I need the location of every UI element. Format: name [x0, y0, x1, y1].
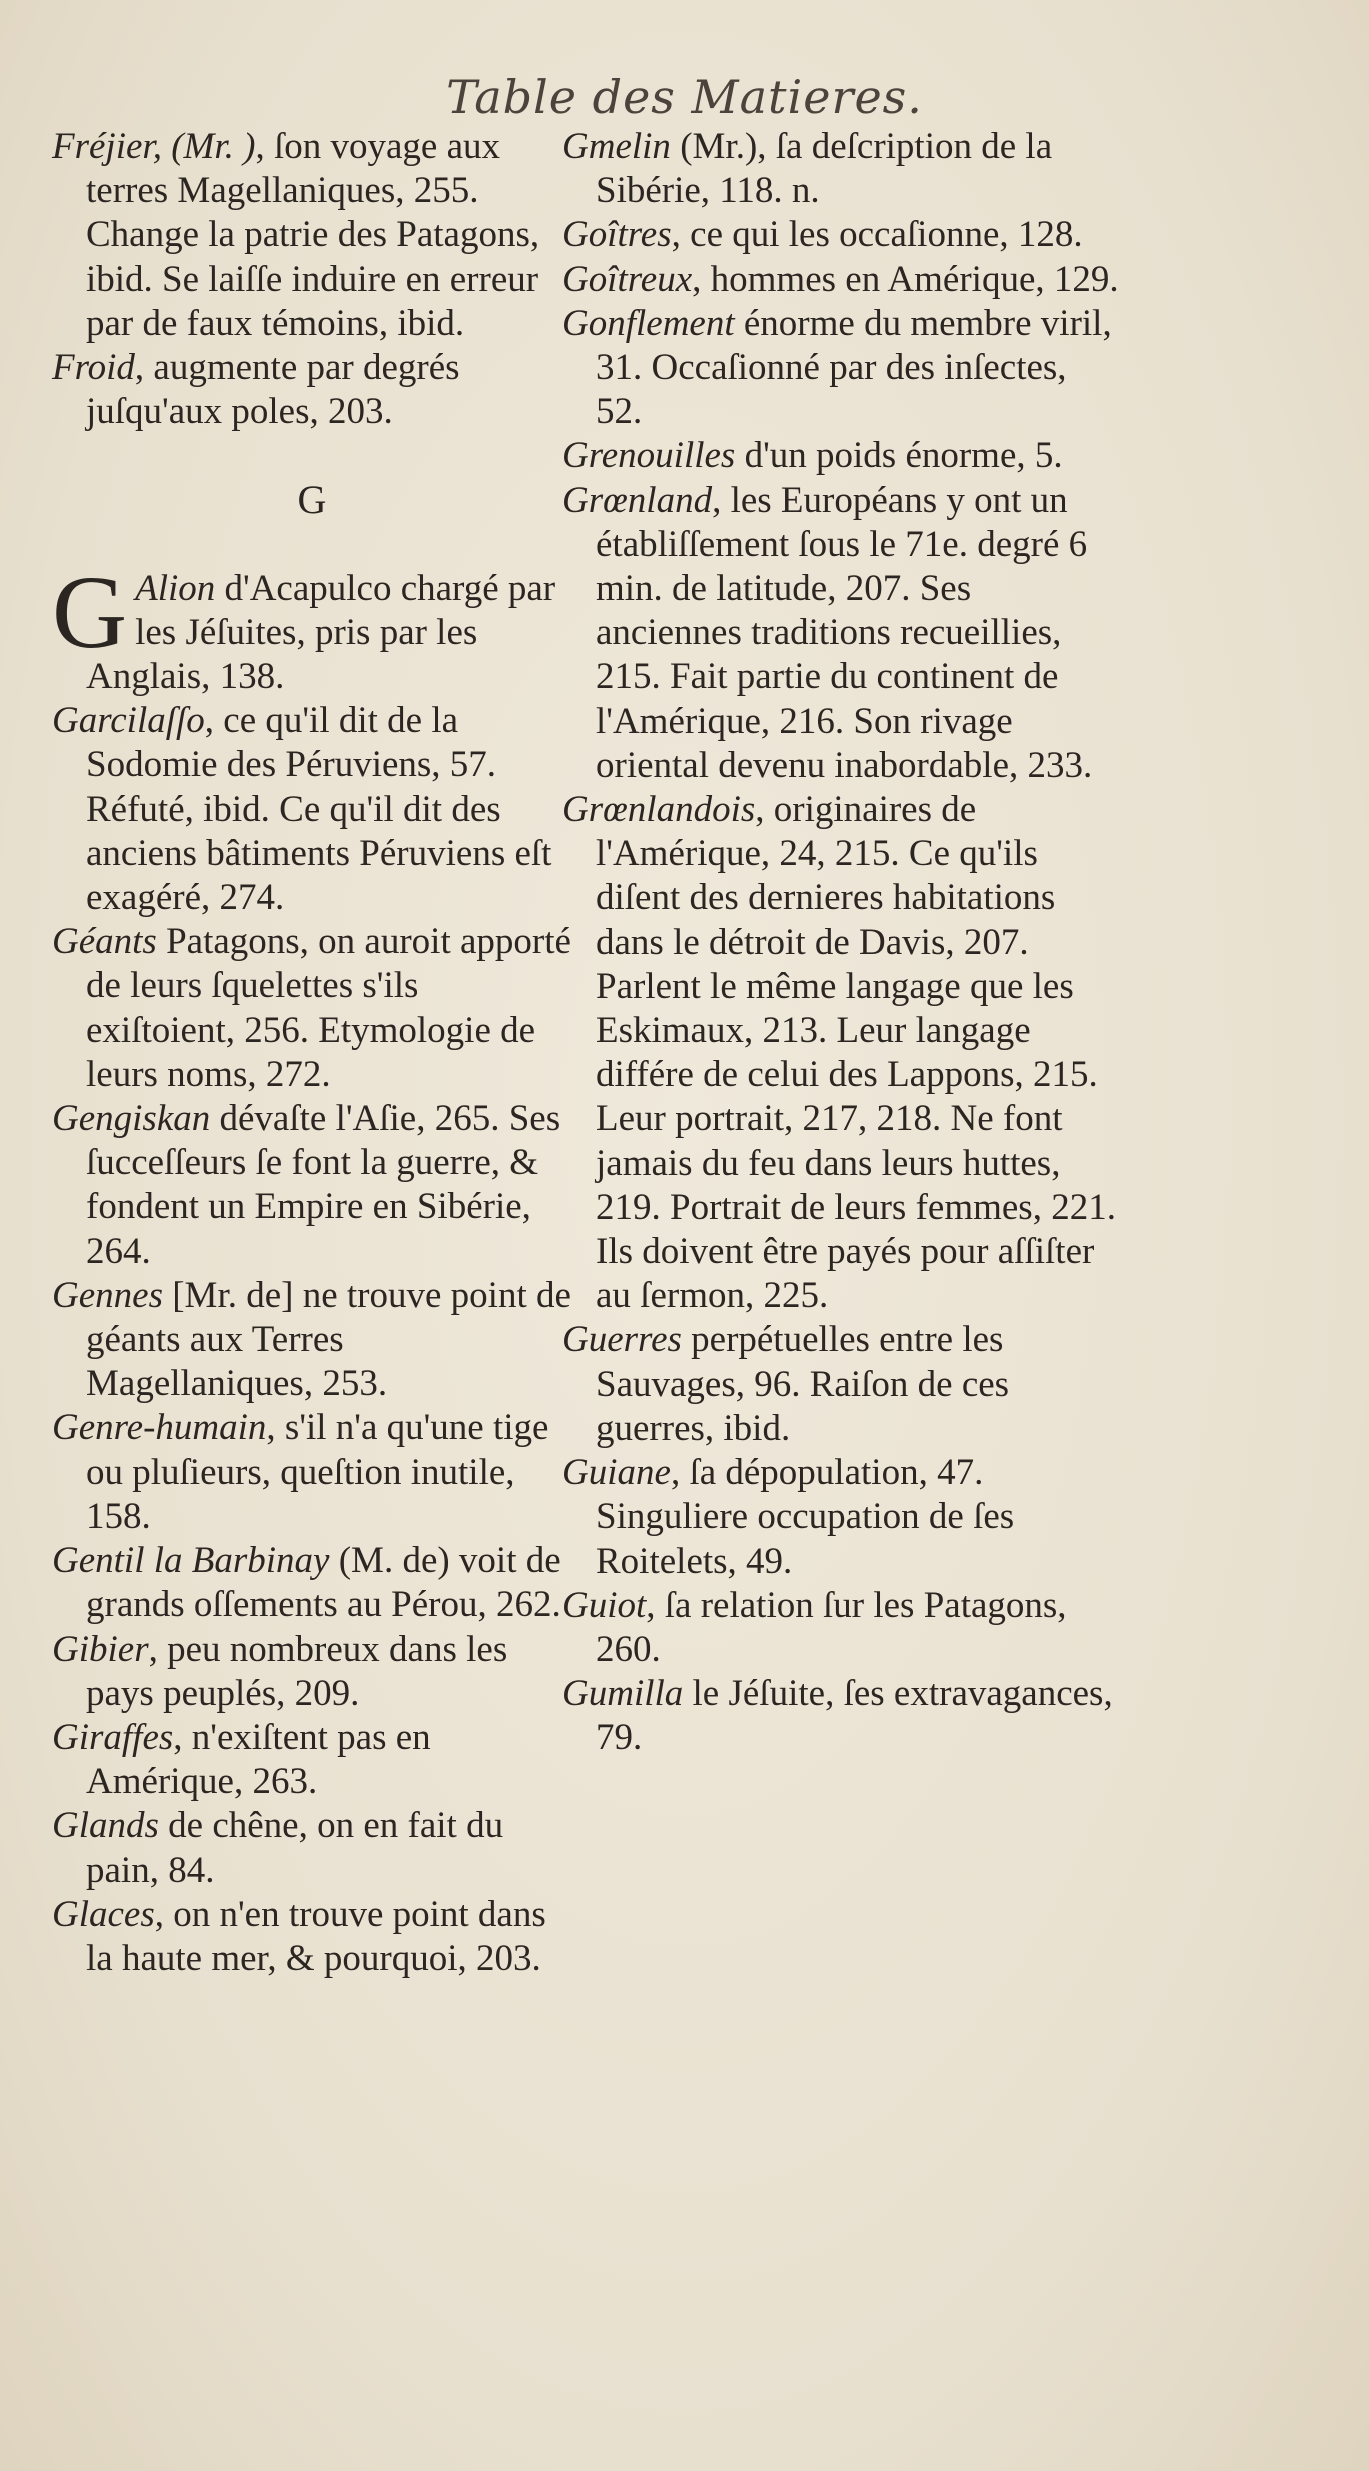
index-entry [52, 346, 572, 434]
entry-text: , peu nombreux dans les pays peuplés, 209. [86, 1628, 508, 1714]
index-entry [562, 479, 1122, 788]
entry-keyword: Garcilaſſo [52, 700, 205, 742]
entry-text: , originaires de l'Amérique, 24, 215. Ce qu'ils diſent des dernieres habitations dans le détroit de Davis, 207. Parlent le même langage que les Eskimaux, 213. Leur langage différe de celui des Lappons, 215. Leur portrait, 217, 218. Ne font jamais du feu dans leurs huttes, 219. Portrait de leurs femmes, 221. Ils doivent être payés pour aſſiſter au ſermon, 225. [596, 789, 1116, 1317]
entry-text: d'un poids énorme, 5. [735, 435, 1063, 477]
entry-keyword: Grœnland [562, 479, 713, 521]
index-entry [52, 1893, 572, 1981]
entry-text: , augmente par degrés juſqu'aux poles, 203. [86, 347, 460, 433]
entry-keyword: Grœnlandois [562, 789, 756, 831]
entry-text: (M. de) voit de grands oſſements au Pérou, 262. [86, 1540, 561, 1626]
index-entry [52, 1628, 572, 1716]
entry-keyword: Giraffes [52, 1716, 174, 1758]
drop-cap: G [52, 554, 128, 670]
entry-text: , ſon voyage aux terres Magellaniques, 255. Change la patrie des Patagons, ibid. Se laiſſe induire en erreur par de faux témoins, ibid. [86, 126, 540, 344]
entry-keyword: Froid [52, 347, 135, 389]
entry-keyword: Gibier [52, 1628, 149, 1670]
entry-keyword: Goîtreux [562, 258, 693, 300]
entry-text: (Mr.), ſa deſcription de la Sibérie, 118. n. [596, 126, 1053, 212]
entry-keyword: Gengiskan [52, 1098, 211, 1140]
index-entry [562, 258, 1122, 302]
entry-keyword: Gennes [52, 1274, 163, 1316]
entry-keyword: Fréjier, (Mr. ) [52, 126, 256, 167]
entry-text: , ſa relation ſur les Patagons, 260. [596, 1584, 1067, 1670]
index-entry [52, 1274, 572, 1407]
index-entry [562, 1451, 1122, 1584]
entry-text: dévaſte l'Aſie, 265. Ses ſucceſſeurs ſe font la guerre, & fondent un Empire en Sibérie, 264. [86, 1098, 561, 1272]
index-entry [52, 1097, 572, 1274]
entry-keyword: Alion [135, 567, 216, 609]
index-entry [562, 1672, 1122, 1760]
index-entry [562, 788, 1122, 1318]
entry-text: [Mr. de] ne trouve point de géants aux Terres Magellaniques, 253. [86, 1274, 571, 1405]
right-column [562, 125, 1122, 1761]
index-entry [562, 434, 1122, 478]
entry-text: Patagons, on auroit apporté de leurs ſquelettes s'ils exiſtoient, 256. Etymologie de leurs noms, 272. [86, 921, 571, 1095]
entry-text: perpétuelles entre les Sauvages, 96. Raiſon de ces guerres, ibid. [596, 1319, 1010, 1449]
index-entry [52, 125, 572, 346]
entry-text: , s'il n'a qu'une tige ou pluſieurs, queſtion inutile, 158. [86, 1407, 549, 1537]
entry-keyword: Gumilla [562, 1673, 684, 1715]
entry-text: , les Européans y ont un établiſſement ſous le 71e. degré 6 min. de latitude, 207. Ses anciennes traditions recueillies, 215. Fait partie du continent de l'Amérique, 216. Son rivage oriental devenu inabordable, 233. [596, 479, 1093, 786]
index-entry [52, 920, 572, 1097]
entry-text: le Jéſuite, ſes extravagances, 79. [596, 1673, 1113, 1759]
running-header: Table des Matieres. [446, 70, 923, 124]
entry-text: , ſa dépopulation, 47. Singuliere occupation de ſes Roitelets, 49. [596, 1452, 1015, 1582]
index-entry [562, 1318, 1122, 1451]
index-entry [52, 1804, 572, 1892]
entry-text: , ce qui les occaſionne, 128. [671, 214, 1083, 256]
entry-text: de chêne, on en fait du pain, 84. [86, 1805, 504, 1891]
index-entry [562, 125, 1122, 213]
entry-keyword: Gentil la Barbinay [52, 1540, 330, 1582]
section-letter: G [297, 477, 327, 523]
entry-keyword: Glaces [52, 1893, 155, 1935]
index-entry [52, 554, 572, 700]
index-entry [52, 1716, 572, 1804]
entry-text: , ce qu'il dit de la Sodomie des Péruviens, 57. Réfuté, ibid. Ce qu'il dit des anciens bâtiments Péruviens eſt exagéré, 274. [86, 700, 552, 919]
entry-keyword: Guiot [562, 1584, 647, 1626]
entry-keyword: Genre-humain [52, 1407, 267, 1449]
entry-keyword: Géants [52, 921, 157, 963]
entry-keyword: Gonflement [562, 302, 735, 344]
entry-text: , hommes en Amérique, 129. [692, 258, 1119, 300]
entry-keyword: Goîtres [562, 214, 672, 256]
index-entry [562, 1584, 1122, 1672]
index-entry [52, 1406, 572, 1539]
entry-keyword: Glands [52, 1805, 159, 1847]
entry-text: d'Acapulco chargé par les Jéſuites, pris par les Anglais, 138. [86, 567, 556, 698]
entry-text: énorme du membre viril, 31. Occaſionné par des inſectes, 52. [596, 302, 1112, 433]
entry-keyword: Grenouilles [562, 435, 736, 477]
entry-keyword: Gmelin [562, 126, 671, 167]
index-entry [52, 699, 572, 920]
index-entry [52, 1539, 572, 1627]
entry-text: , on n'en trouve point dans la haute mer, & pourquoi, 203. [86, 1893, 546, 1979]
index-entry [562, 302, 1122, 435]
entry-keyword: Guiane [562, 1452, 671, 1494]
entry-keyword: Guerres [562, 1319, 682, 1361]
index-entry [562, 213, 1122, 257]
entry-text: , n'exiſtent pas en Amérique, 263. [86, 1716, 431, 1803]
left-column [52, 125, 572, 1981]
